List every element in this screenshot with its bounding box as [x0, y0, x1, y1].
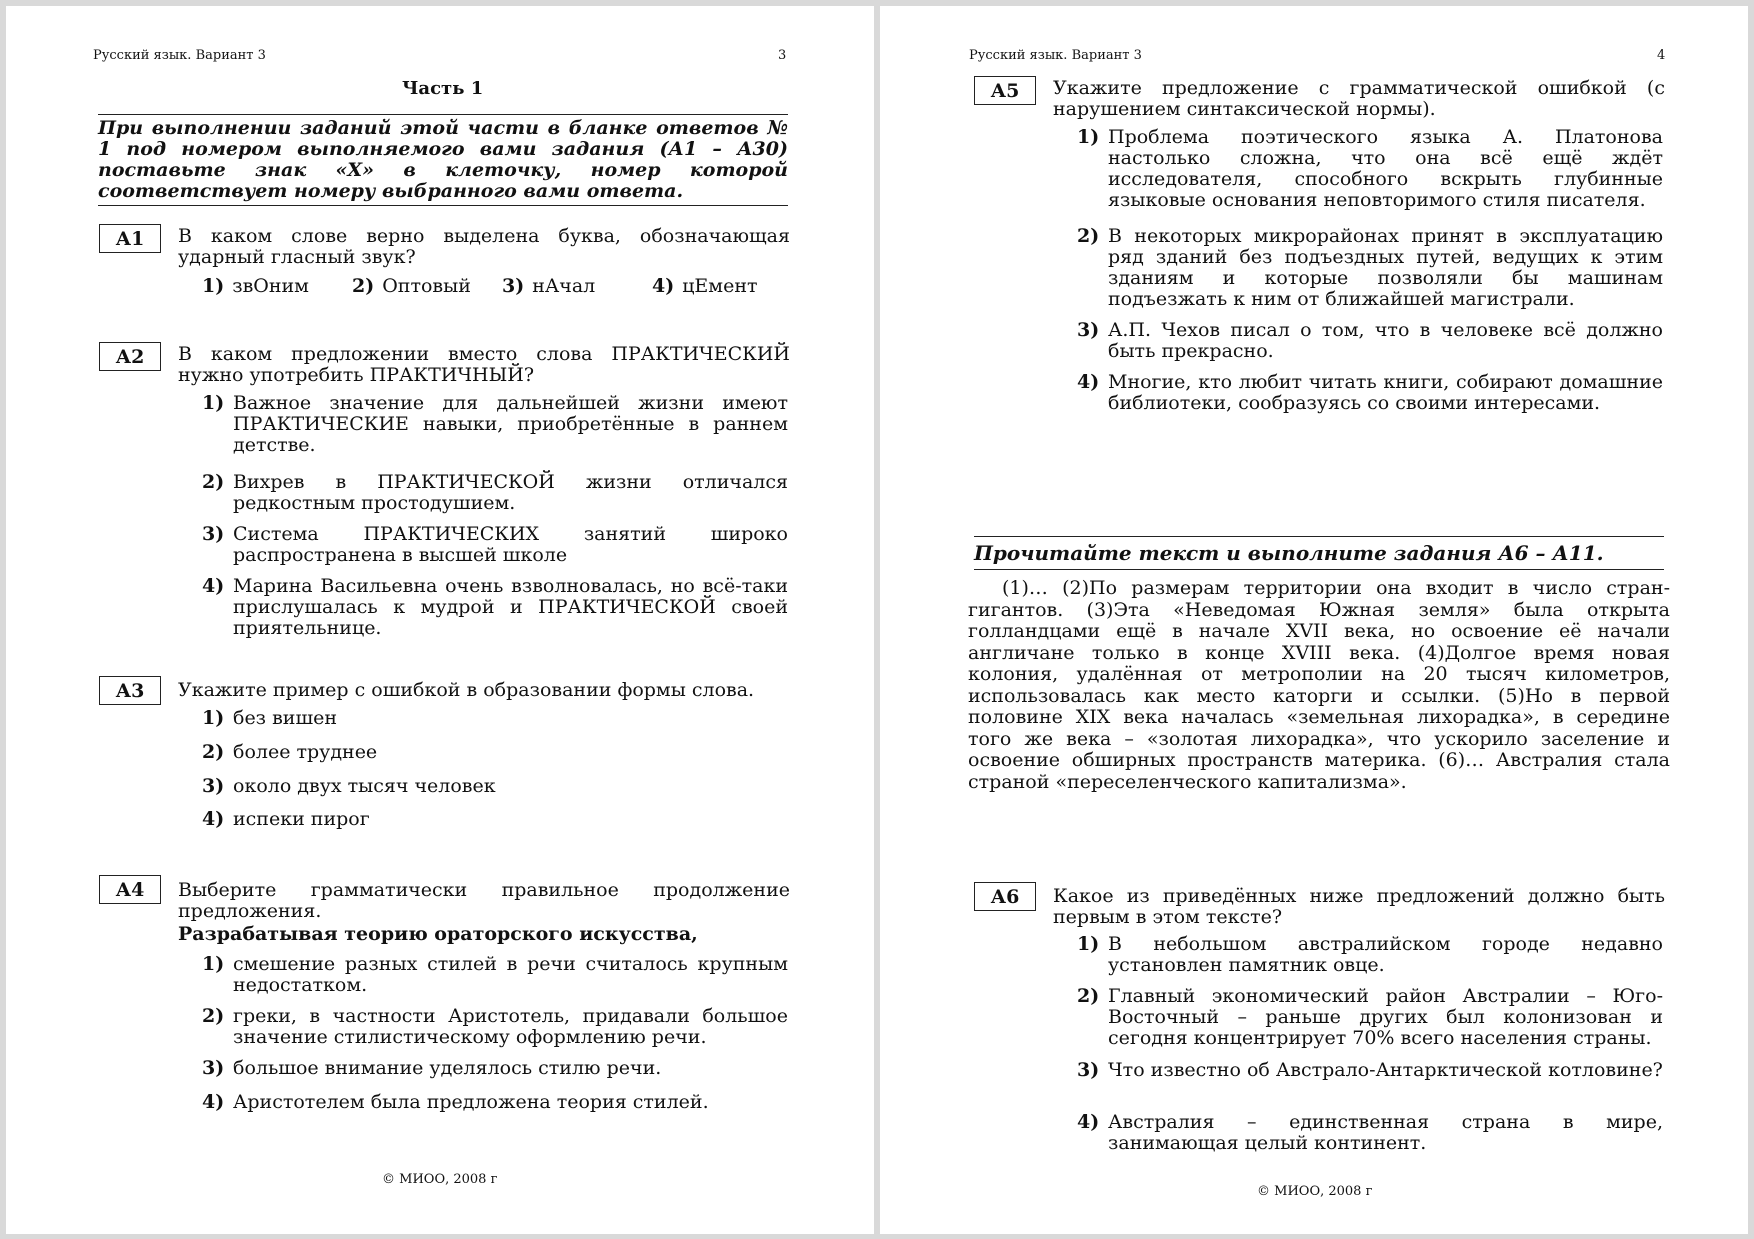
option-a6-4[interactable]: 4) Австралия – единственная страна в мире, занимающая целый континент.: [1077, 1111, 1663, 1154]
option-a2-3[interactable]: 3) Система ПРАКТИЧЕСКИХ занятий широко распространена в высшей школе: [202, 523, 788, 566]
option-a1-2[interactable]: 2) Оптовый: [352, 275, 471, 297]
option-a2-2[interactable]: 2) Вихрев в ПРАКТИЧЕСКОЙ жизни отличался редкостным простодушием.: [202, 471, 788, 514]
option-a2-1[interactable]: 1) Важное значение для дальнейшей жизни имеют ПРАКТИЧЕСКИЕ навыки, приобретённые в раннем детстве.: [202, 392, 788, 456]
question-a6: Какое из приведённых ниже предложений должно быть первым в этом тексте?: [1053, 885, 1665, 928]
option-a1-1[interactable]: 1) звОним: [202, 275, 309, 297]
option-a3-1[interactable]: 1) без вишен: [202, 707, 338, 729]
option-a5-2[interactable]: 2) В некоторых микрорайонах принят в эксплуатацию ряд зданий без подъездных путей, ведущих к этим зданиям и которые позволяли бы машинам подъезжать к ним от ближайшей магистрали.: [1077, 225, 1663, 310]
part-title: Часть 1: [402, 78, 484, 99]
option-a4-3[interactable]: 3) большое внимание уделялось стилю речи.: [202, 1057, 662, 1079]
page-footer: © МИОО, 2008 г: [1257, 1184, 1373, 1199]
option-a3-2[interactable]: 2) более труднее: [202, 741, 378, 763]
task-label-a1: А1: [99, 224, 161, 253]
page-number: 4: [1657, 48, 1666, 63]
question-a2: В каком предложении вместо слова ПРАКТИЧЕСКИЙ нужно употребить ПРАКТИЧНЫЙ?: [178, 343, 790, 386]
question-a4: Выберите грамматически правильное продолжение предложения.: [178, 879, 790, 922]
task-label-a4: А4: [99, 875, 161, 904]
left-page: [6, 6, 874, 1234]
option-a6-3[interactable]: 3) Что известно об Австрало-Антарктической котловине?: [1077, 1059, 1663, 1081]
option-a4-4[interactable]: 4) Аристотелем была предложена теория стилей.: [202, 1091, 709, 1113]
option-a5-3[interactable]: 3) А.П. Чехов писал о том, что в человеке всё должно быть прекрасно.: [1077, 319, 1663, 362]
question-a3: Укажите пример с ошибкой в образовании формы слова.: [178, 679, 755, 701]
task-label-a2: А2: [99, 342, 161, 371]
task-label-a6: А6: [974, 882, 1036, 911]
option-a6-1[interactable]: 1) В небольшом австралийском городе недавно установлен памятник овце.: [1077, 933, 1663, 976]
page-footer: © МИОО, 2008 г: [382, 1172, 498, 1187]
task-label-a5: А5: [974, 76, 1036, 105]
reading-title: Прочитайте текст и выполните задания А6 – А11.: [974, 536, 1664, 570]
option-a2-4[interactable]: 4) Марина Васильевна очень взволновалась, но всё-таки прислушалась к мудрой и ПРАКТИЧЕСКОЙ своей приятельнице.: [202, 575, 788, 639]
option-a5-4[interactable]: 4) Многие, кто любит читать книги, собирают домашние библиотеки, сообразуясь со своими интересами.: [1077, 371, 1663, 414]
option-a4-2[interactable]: 2) греки, в частности Аристотель, придавали большое значение стилистическому оформлению речи.: [202, 1005, 788, 1048]
right-page: [880, 6, 1748, 1234]
question-a5: Укажите предложение с грамматической ошибкой (с нарушением синтаксической нормы).: [1053, 77, 1665, 120]
reading-text: (1)… (2)По размерам территории она входит в число стран-гигантов. (3)Эта «Неведомая Южная земля» была открыта голландцами ещё в начале XVII века, но освоение её начали англичане только в конце XVIII века. (4)Долгое время новая колония, удалённая от метрополии на 20 тысяч километров, использовалась как место каторги и ссылки. (5)Но в первой половине XIX века началась «земельная лихорадка», в середине того же века – «золотая лихорадка», что ускорило заселение и освоение обширных пространств материка. (6)… Австралия стала страной «переселенческого капитализма».: [968, 577, 1670, 793]
option-a4-1[interactable]: 1) смешение разных стилей в речи считалось крупным недостатком.: [202, 953, 788, 996]
question-a4-stem: Разрабатывая теорию ораторского искусства,: [178, 923, 698, 945]
option-a3-3[interactable]: 3) около двух тысяч человек: [202, 775, 496, 797]
options-a1: [202, 276, 792, 298]
page-number: 3: [778, 48, 787, 63]
task-label-a3: А3: [99, 676, 161, 705]
option-a1-4[interactable]: 4) цЕмент: [652, 275, 758, 297]
instructions: При выполнении заданий этой части в бланке ответов № 1 под номером выполняемого вами задания (А1 – А30) поставьте знак «Х» в клеточку, номер которой соответствует номеру выбранного вами ответа.: [98, 114, 788, 206]
option-a5-1[interactable]: 1) Проблема поэтического языка А. Платонова настолько сложна, что она всё ещё ждёт исследователя, способного вскрыть глубинные языковые основания неповторимого стиля писателя.: [1077, 126, 1663, 211]
option-a6-2[interactable]: 2) Главный экономический район Австралии – Юго-Восточный – раньше других был колонизован и сегодня концентрирует 70% всего населения страны.: [1077, 985, 1663, 1049]
page-header-title: Русский язык. Вариант 3: [969, 48, 1142, 63]
page-header-title: Русский язык. Вариант 3: [93, 48, 266, 63]
option-a3-4[interactable]: 4) испеки пирог: [202, 808, 370, 830]
question-a1: В каком слове верно выделена буква, обозначающая ударный гласный звук?: [178, 225, 790, 268]
option-a1-3[interactable]: 3) нАчал: [502, 275, 596, 297]
